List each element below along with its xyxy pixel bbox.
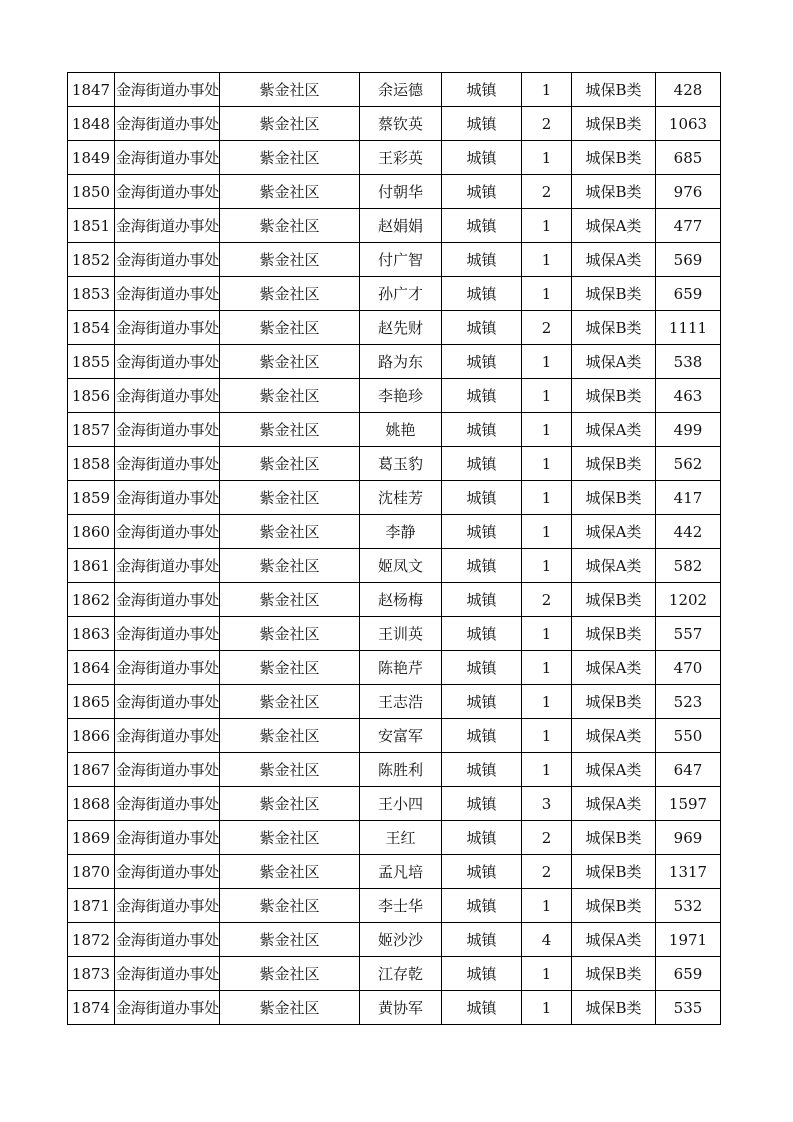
community-cell: 紫金社区 <box>220 277 360 311</box>
person-name-cell: 赵娟娟 <box>360 209 442 243</box>
household-size-cell: 1 <box>522 515 572 549</box>
table-row <box>68 855 721 889</box>
row-number-cell: 1868 <box>68 787 115 821</box>
household-size-cell: 2 <box>522 855 572 889</box>
community-cell: 紫金社区 <box>220 73 360 107</box>
household-size-cell: 4 <box>522 923 572 957</box>
amount-cell: 428 <box>656 73 721 107</box>
community-cell: 紫金社区 <box>220 787 360 821</box>
person-name-cell: 江存乾 <box>360 957 442 991</box>
category-cell: 城保B类 <box>572 617 656 651</box>
area-type-cell: 城镇 <box>442 209 522 243</box>
household-size-cell: 2 <box>522 583 572 617</box>
table-row <box>68 481 721 515</box>
office-cell: 金海街道办事处 <box>115 651 220 685</box>
office-cell: 金海街道办事处 <box>115 243 220 277</box>
amount-cell: 532 <box>656 889 721 923</box>
community-cell: 紫金社区 <box>220 549 360 583</box>
household-size-cell: 1 <box>522 209 572 243</box>
community-cell: 紫金社区 <box>220 107 360 141</box>
area-type-cell: 城镇 <box>442 957 522 991</box>
person-name-cell: 李艳珍 <box>360 379 442 413</box>
amount-cell: 442 <box>656 515 721 549</box>
row-number-cell: 1863 <box>68 617 115 651</box>
row-number-cell: 1864 <box>68 651 115 685</box>
category-cell: 城保B类 <box>572 141 656 175</box>
community-cell: 紫金社区 <box>220 651 360 685</box>
community-cell: 紫金社区 <box>220 379 360 413</box>
row-number-cell: 1874 <box>68 991 115 1025</box>
household-size-cell: 3 <box>522 787 572 821</box>
office-cell: 金海街道办事处 <box>115 787 220 821</box>
table-row <box>68 447 721 481</box>
area-type-cell: 城镇 <box>442 515 522 549</box>
community-cell: 紫金社区 <box>220 141 360 175</box>
category-cell: 城保A类 <box>572 243 656 277</box>
amount-cell: 1971 <box>656 923 721 957</box>
community-cell: 紫金社区 <box>220 889 360 923</box>
amount-cell: 499 <box>656 413 721 447</box>
household-size-cell: 1 <box>522 719 572 753</box>
category-cell: 城保B类 <box>572 821 656 855</box>
office-cell: 金海街道办事处 <box>115 685 220 719</box>
area-type-cell: 城镇 <box>442 447 522 481</box>
row-number-cell: 1861 <box>68 549 115 583</box>
table-row <box>68 991 721 1025</box>
community-cell: 紫金社区 <box>220 515 360 549</box>
area-type-cell: 城镇 <box>442 923 522 957</box>
area-type-cell: 城镇 <box>442 141 522 175</box>
amount-cell: 1317 <box>656 855 721 889</box>
area-type-cell: 城镇 <box>442 549 522 583</box>
category-cell: 城保B类 <box>572 447 656 481</box>
office-cell: 金海街道办事处 <box>115 923 220 957</box>
row-number-cell: 1856 <box>68 379 115 413</box>
office-cell: 金海街道办事处 <box>115 991 220 1025</box>
community-cell: 紫金社区 <box>220 583 360 617</box>
household-size-cell: 2 <box>522 107 572 141</box>
category-cell: 城保A类 <box>572 515 656 549</box>
category-cell: 城保A类 <box>572 787 656 821</box>
amount-cell: 477 <box>656 209 721 243</box>
category-cell: 城保A类 <box>572 923 656 957</box>
amount-cell: 557 <box>656 617 721 651</box>
person-name-cell: 李静 <box>360 515 442 549</box>
community-cell: 紫金社区 <box>220 243 360 277</box>
office-cell: 金海街道办事处 <box>115 175 220 209</box>
area-type-cell: 城镇 <box>442 855 522 889</box>
household-size-cell: 1 <box>522 651 572 685</box>
table-row <box>68 583 721 617</box>
row-number-cell: 1872 <box>68 923 115 957</box>
household-size-cell: 1 <box>522 447 572 481</box>
row-number-cell: 1849 <box>68 141 115 175</box>
office-cell: 金海街道办事处 <box>115 73 220 107</box>
table-row <box>68 73 721 107</box>
community-cell: 紫金社区 <box>220 923 360 957</box>
row-number-cell: 1870 <box>68 855 115 889</box>
area-type-cell: 城镇 <box>442 243 522 277</box>
person-name-cell: 沈桂芳 <box>360 481 442 515</box>
person-name-cell: 余运德 <box>360 73 442 107</box>
household-size-cell: 2 <box>522 175 572 209</box>
office-cell: 金海街道办事处 <box>115 617 220 651</box>
amount-cell: 659 <box>656 957 721 991</box>
roster-table <box>67 72 721 1025</box>
row-number-cell: 1865 <box>68 685 115 719</box>
community-cell: 紫金社区 <box>220 311 360 345</box>
household-size-cell: 2 <box>522 311 572 345</box>
community-cell: 紫金社区 <box>220 991 360 1025</box>
community-cell: 紫金社区 <box>220 345 360 379</box>
person-name-cell: 付朝华 <box>360 175 442 209</box>
office-cell: 金海街道办事处 <box>115 855 220 889</box>
household-size-cell: 1 <box>522 413 572 447</box>
community-cell: 紫金社区 <box>220 413 360 447</box>
person-name-cell: 陈艳芹 <box>360 651 442 685</box>
amount-cell: 417 <box>656 481 721 515</box>
category-cell: 城保A类 <box>572 209 656 243</box>
row-number-cell: 1855 <box>68 345 115 379</box>
office-cell: 金海街道办事处 <box>115 379 220 413</box>
table-row <box>68 957 721 991</box>
household-size-cell: 1 <box>522 889 572 923</box>
office-cell: 金海街道办事处 <box>115 719 220 753</box>
office-cell: 金海街道办事处 <box>115 481 220 515</box>
area-type-cell: 城镇 <box>442 311 522 345</box>
household-size-cell: 1 <box>522 957 572 991</box>
area-type-cell: 城镇 <box>442 651 522 685</box>
community-cell: 紫金社区 <box>220 447 360 481</box>
household-size-cell: 1 <box>522 243 572 277</box>
row-number-cell: 1857 <box>68 413 115 447</box>
table-row <box>68 787 721 821</box>
person-name-cell: 孙广才 <box>360 277 442 311</box>
table-row <box>68 549 721 583</box>
table-row <box>68 413 721 447</box>
person-name-cell: 赵先财 <box>360 311 442 345</box>
area-type-cell: 城镇 <box>442 345 522 379</box>
row-number-cell: 1867 <box>68 753 115 787</box>
office-cell: 金海街道办事处 <box>115 821 220 855</box>
area-type-cell: 城镇 <box>442 379 522 413</box>
office-cell: 金海街道办事处 <box>115 753 220 787</box>
area-type-cell: 城镇 <box>442 821 522 855</box>
category-cell: 城保B类 <box>572 855 656 889</box>
category-cell: 城保B类 <box>572 379 656 413</box>
category-cell: 城保A类 <box>572 345 656 379</box>
row-number-cell: 1858 <box>68 447 115 481</box>
person-name-cell: 付广智 <box>360 243 442 277</box>
table-row <box>68 617 721 651</box>
category-cell: 城保B类 <box>572 277 656 311</box>
row-number-cell: 1871 <box>68 889 115 923</box>
category-cell: 城保A类 <box>572 651 656 685</box>
community-cell: 紫金社区 <box>220 719 360 753</box>
office-cell: 金海街道办事处 <box>115 209 220 243</box>
amount-cell: 550 <box>656 719 721 753</box>
office-cell: 金海街道办事处 <box>115 141 220 175</box>
community-cell: 紫金社区 <box>220 209 360 243</box>
community-cell: 紫金社区 <box>220 855 360 889</box>
table-row <box>68 107 721 141</box>
table-row <box>68 515 721 549</box>
household-size-cell: 1 <box>522 991 572 1025</box>
amount-cell: 562 <box>656 447 721 481</box>
category-cell: 城保B类 <box>572 175 656 209</box>
area-type-cell: 城镇 <box>442 583 522 617</box>
amount-cell: 647 <box>656 753 721 787</box>
office-cell: 金海街道办事处 <box>115 413 220 447</box>
area-type-cell: 城镇 <box>442 413 522 447</box>
amount-cell: 582 <box>656 549 721 583</box>
row-number-cell: 1853 <box>68 277 115 311</box>
person-name-cell: 孟凡培 <box>360 855 442 889</box>
amount-cell: 1597 <box>656 787 721 821</box>
category-cell: 城保A类 <box>572 753 656 787</box>
community-cell: 紫金社区 <box>220 685 360 719</box>
category-cell: 城保B类 <box>572 311 656 345</box>
amount-cell: 1063 <box>656 107 721 141</box>
row-number-cell: 1852 <box>68 243 115 277</box>
table-row <box>68 685 721 719</box>
person-name-cell: 王志浩 <box>360 685 442 719</box>
community-cell: 紫金社区 <box>220 481 360 515</box>
community-cell: 紫金社区 <box>220 957 360 991</box>
amount-cell: 969 <box>656 821 721 855</box>
category-cell: 城保B类 <box>572 685 656 719</box>
household-size-cell: 1 <box>522 73 572 107</box>
amount-cell: 685 <box>656 141 721 175</box>
table-row <box>68 821 721 855</box>
area-type-cell: 城镇 <box>442 719 522 753</box>
office-cell: 金海街道办事处 <box>115 583 220 617</box>
household-size-cell: 1 <box>522 481 572 515</box>
category-cell: 城保B类 <box>572 107 656 141</box>
category-cell: 城保B类 <box>572 957 656 991</box>
household-size-cell: 1 <box>522 549 572 583</box>
person-name-cell: 路为东 <box>360 345 442 379</box>
table-row <box>68 209 721 243</box>
person-name-cell: 姬沙沙 <box>360 923 442 957</box>
household-size-cell: 1 <box>522 277 572 311</box>
household-size-cell: 1 <box>522 379 572 413</box>
office-cell: 金海街道办事处 <box>115 549 220 583</box>
household-size-cell: 1 <box>522 753 572 787</box>
area-type-cell: 城镇 <box>442 107 522 141</box>
person-name-cell: 黄协军 <box>360 991 442 1025</box>
table-row <box>68 753 721 787</box>
table-row <box>68 243 721 277</box>
category-cell: 城保B类 <box>572 991 656 1025</box>
household-size-cell: 1 <box>522 141 572 175</box>
area-type-cell: 城镇 <box>442 753 522 787</box>
office-cell: 金海街道办事处 <box>115 345 220 379</box>
table-row <box>68 345 721 379</box>
person-name-cell: 陈胜利 <box>360 753 442 787</box>
table-row <box>68 379 721 413</box>
area-type-cell: 城镇 <box>442 685 522 719</box>
person-name-cell: 安富军 <box>360 719 442 753</box>
area-type-cell: 城镇 <box>442 481 522 515</box>
household-size-cell: 2 <box>522 821 572 855</box>
table-row <box>68 175 721 209</box>
office-cell: 金海街道办事处 <box>115 515 220 549</box>
amount-cell: 470 <box>656 651 721 685</box>
amount-cell: 1202 <box>656 583 721 617</box>
person-name-cell: 葛玉豹 <box>360 447 442 481</box>
person-name-cell: 姬凤文 <box>360 549 442 583</box>
area-type-cell: 城镇 <box>442 991 522 1025</box>
table-row <box>68 923 721 957</box>
table-row <box>68 311 721 345</box>
person-name-cell: 赵杨梅 <box>360 583 442 617</box>
amount-cell: 1111 <box>656 311 721 345</box>
table-row <box>68 889 721 923</box>
household-size-cell: 1 <box>522 617 572 651</box>
category-cell: 城保B类 <box>572 73 656 107</box>
row-number-cell: 1862 <box>68 583 115 617</box>
table-row <box>68 651 721 685</box>
category-cell: 城保A类 <box>572 719 656 753</box>
area-type-cell: 城镇 <box>442 889 522 923</box>
table-row <box>68 277 721 311</box>
person-name-cell: 王红 <box>360 821 442 855</box>
amount-cell: 535 <box>656 991 721 1025</box>
person-name-cell: 王彩英 <box>360 141 442 175</box>
office-cell: 金海街道办事处 <box>115 107 220 141</box>
community-cell: 紫金社区 <box>220 617 360 651</box>
amount-cell: 976 <box>656 175 721 209</box>
person-name-cell: 蔡钦英 <box>360 107 442 141</box>
community-cell: 紫金社区 <box>220 821 360 855</box>
office-cell: 金海街道办事处 <box>115 277 220 311</box>
area-type-cell: 城镇 <box>442 175 522 209</box>
office-cell: 金海街道办事处 <box>115 957 220 991</box>
category-cell: 城保B类 <box>572 583 656 617</box>
row-number-cell: 1860 <box>68 515 115 549</box>
amount-cell: 463 <box>656 379 721 413</box>
amount-cell: 523 <box>656 685 721 719</box>
category-cell: 城保A类 <box>572 413 656 447</box>
community-cell: 紫金社区 <box>220 753 360 787</box>
person-name-cell: 王训英 <box>360 617 442 651</box>
area-type-cell: 城镇 <box>442 73 522 107</box>
category-cell: 城保A类 <box>572 549 656 583</box>
area-type-cell: 城镇 <box>442 617 522 651</box>
office-cell: 金海街道办事处 <box>115 311 220 345</box>
row-number-cell: 1866 <box>68 719 115 753</box>
person-name-cell: 姚艳 <box>360 413 442 447</box>
amount-cell: 569 <box>656 243 721 277</box>
amount-cell: 538 <box>656 345 721 379</box>
row-number-cell: 1873 <box>68 957 115 991</box>
amount-cell: 659 <box>656 277 721 311</box>
category-cell: 城保B类 <box>572 889 656 923</box>
table-row <box>68 719 721 753</box>
row-number-cell: 1848 <box>68 107 115 141</box>
row-number-cell: 1850 <box>68 175 115 209</box>
household-size-cell: 1 <box>522 345 572 379</box>
row-number-cell: 1859 <box>68 481 115 515</box>
area-type-cell: 城镇 <box>442 277 522 311</box>
office-cell: 金海街道办事处 <box>115 447 220 481</box>
row-number-cell: 1869 <box>68 821 115 855</box>
table-row <box>68 141 721 175</box>
category-cell: 城保B类 <box>572 481 656 515</box>
row-number-cell: 1851 <box>68 209 115 243</box>
row-number-cell: 1854 <box>68 311 115 345</box>
person-name-cell: 李士华 <box>360 889 442 923</box>
household-size-cell: 1 <box>522 685 572 719</box>
area-type-cell: 城镇 <box>442 787 522 821</box>
office-cell: 金海街道办事处 <box>115 889 220 923</box>
person-name-cell: 王小四 <box>360 787 442 821</box>
roster-body <box>68 73 721 1025</box>
community-cell: 紫金社区 <box>220 175 360 209</box>
row-number-cell: 1847 <box>68 73 115 107</box>
